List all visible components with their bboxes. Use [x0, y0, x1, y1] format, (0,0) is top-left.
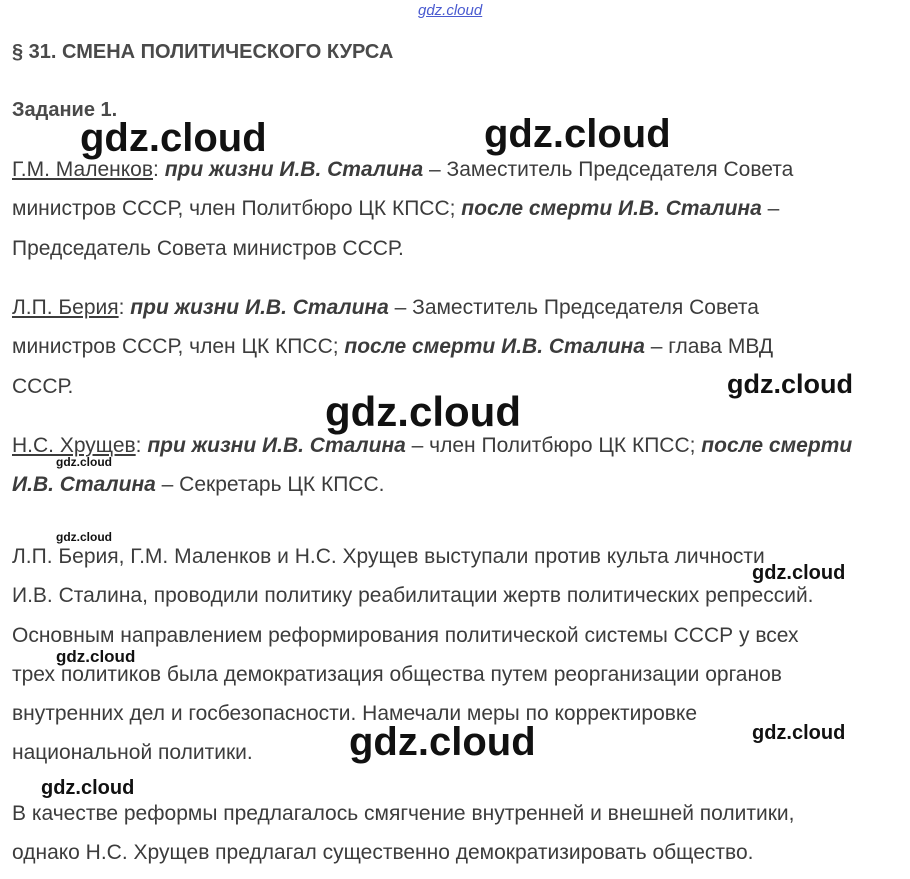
khrushchev-name: Н.С. Хрущев — [12, 434, 136, 457]
watermark: gdz.cloud — [80, 116, 267, 160]
section-title: § 31. СМЕНА ПОЛИТИЧЕСКОГО КУРСА — [12, 41, 394, 63]
text-line: однако Н.С. Хрущев предлагал существенно демократизировать общество. — [12, 841, 754, 865]
watermark: gdz.cloud — [56, 530, 112, 544]
beria-line-2: министров СССР, член ЦК КПСС; после смерти И.В. Сталина – глава МВД — [12, 335, 774, 359]
watermark: gdz.cloud — [752, 722, 846, 744]
malenkov-name: Г.М. Маленков — [12, 158, 154, 181]
beria-line-1: Л.П. Берия: при жизни И.В. Сталина – Заместитель Председателя Совета — [12, 296, 759, 319]
malenkov-line-2: министров СССР, член Политбюро ЦК КПСС; после смерти И.В. Сталина – — [12, 197, 780, 221]
text-line: И.В. Сталина, проводили политику реабилитации жертв политических репрессий. — [12, 584, 814, 608]
watermark: gdz.cloud — [727, 369, 853, 399]
khrushchev-after-label-2: И.В. Сталина — [12, 473, 156, 497]
text-line: Основным направлением реформирования политической системы СССР у всех — [12, 623, 799, 647]
malenkov-line-1: Г.М. Маленков: при жизни И.В. Сталина – Заместитель Председателя Совета — [12, 158, 794, 181]
watermark: gdz.cloud — [56, 455, 112, 469]
paragraph-reform — [12, 794, 794, 873]
khrushchev-after-label-1: после смерти — [701, 434, 853, 457]
task-label: Задание 1. — [12, 99, 118, 121]
khrushchev-during-label: при жизни И.В. Сталина — [147, 434, 406, 457]
watermark: gdz.cloud — [484, 112, 671, 156]
text-line: внутренних дел и госбезопасности. Намечали меры по корректировке — [12, 702, 698, 726]
beria-line-3: СССР. — [12, 374, 74, 398]
text-line: Л.П. Берия, Г.М. Маленков и Н.С. Хрущев выступали против культа личности — [12, 545, 765, 568]
watermark: gdz.cloud — [349, 720, 536, 764]
watermark: gdz.cloud — [325, 388, 521, 435]
paragraph-khrushchev — [12, 426, 852, 505]
malenkov-line-3: Председатель Совета министров СССР. — [12, 236, 404, 260]
watermark: gdz.cloud — [752, 562, 846, 584]
text-line: В качестве реформы предлагалось смягчение внутренней и внешней политики, — [12, 802, 795, 825]
text-line: трех политиков была демократизация общества путем реорганизации органов — [12, 662, 782, 686]
watermark: gdz.cloud — [418, 2, 483, 19]
watermark: gdz.cloud — [41, 777, 135, 799]
paragraph-malenkov — [12, 150, 793, 268]
malenkov-after-label: после смерти И.В. Сталина — [461, 197, 762, 221]
text-line: национальной политики. — [12, 741, 253, 765]
beria-during-label: при жизни И.В. Сталина — [130, 296, 389, 319]
beria-after-label: после смерти И.В. Сталина — [344, 335, 645, 359]
khrushchev-line-2: И.В. Сталина – Секретарь ЦК КПСС. — [12, 473, 385, 497]
beria-name: Л.П. Берия — [12, 296, 119, 319]
khrushchev-line-1: Н.С. Хрущев: при жизни И.В. Сталина – член Политбюро ЦК КПСС; после смерти — [12, 434, 853, 457]
malenkov-during-label: при жизни И.В. Сталина — [164, 158, 424, 181]
watermark: gdz.cloud — [56, 647, 136, 666]
